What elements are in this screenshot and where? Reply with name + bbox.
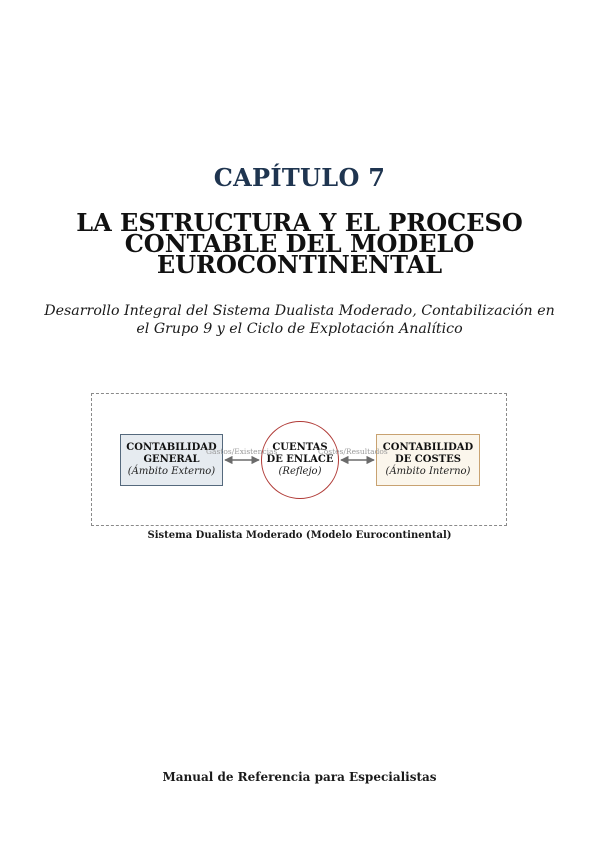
footer-text: Manual de Referencia para Especialistas bbox=[162, 770, 437, 784]
flow-label-expenses: Gastos/Existencias bbox=[206, 447, 278, 456]
cost-accounting-title-2: DE COSTES bbox=[395, 454, 461, 465]
title-line-2: CONTABLE DEL MODELO bbox=[124, 229, 475, 258]
title-line-1: LA ESTRUCTURA Y EL PROCESO bbox=[76, 208, 523, 237]
linking-accounts-scope: (Reflejo) bbox=[278, 466, 322, 477]
subtitle-line-1: Desarrollo Integral del Sistema Dualista Moderado, Contabilización en bbox=[44, 303, 555, 319]
title-line-3: EUROCONTINENTAL bbox=[156, 250, 443, 279]
linking-accounts-title-1: CUENTAS bbox=[272, 442, 328, 453]
chapter-subtitle bbox=[40, 302, 559, 338]
flow-label-costs: Costes/Resultados bbox=[318, 447, 388, 456]
linking-accounts-circle bbox=[261, 421, 339, 499]
general-accounting-box bbox=[120, 434, 223, 486]
general-accounting-title-1: CONTABILIDAD bbox=[126, 442, 217, 453]
general-accounting-scope: (Ámbito Externo) bbox=[127, 466, 216, 477]
diagram-caption: Sistema Dualista Moderado (Modelo Eurocontinental) bbox=[147, 530, 452, 541]
cost-accounting-scope: (Ámbito Interno) bbox=[385, 466, 471, 477]
chapter-title bbox=[40, 208, 559, 279]
subtitle-line-2: el Grupo 9 y el Ciclo de Explotación Analítico bbox=[136, 321, 463, 337]
cost-accounting-title-1: CONTABILIDAD bbox=[382, 442, 474, 453]
linking-accounts-title-2: DE ENLACE bbox=[266, 454, 334, 465]
cost-accounting-box bbox=[376, 434, 480, 486]
general-accounting-title-2: GENERAL bbox=[143, 454, 200, 465]
chapter-label: CAPÍTULO 7 bbox=[213, 163, 386, 192]
